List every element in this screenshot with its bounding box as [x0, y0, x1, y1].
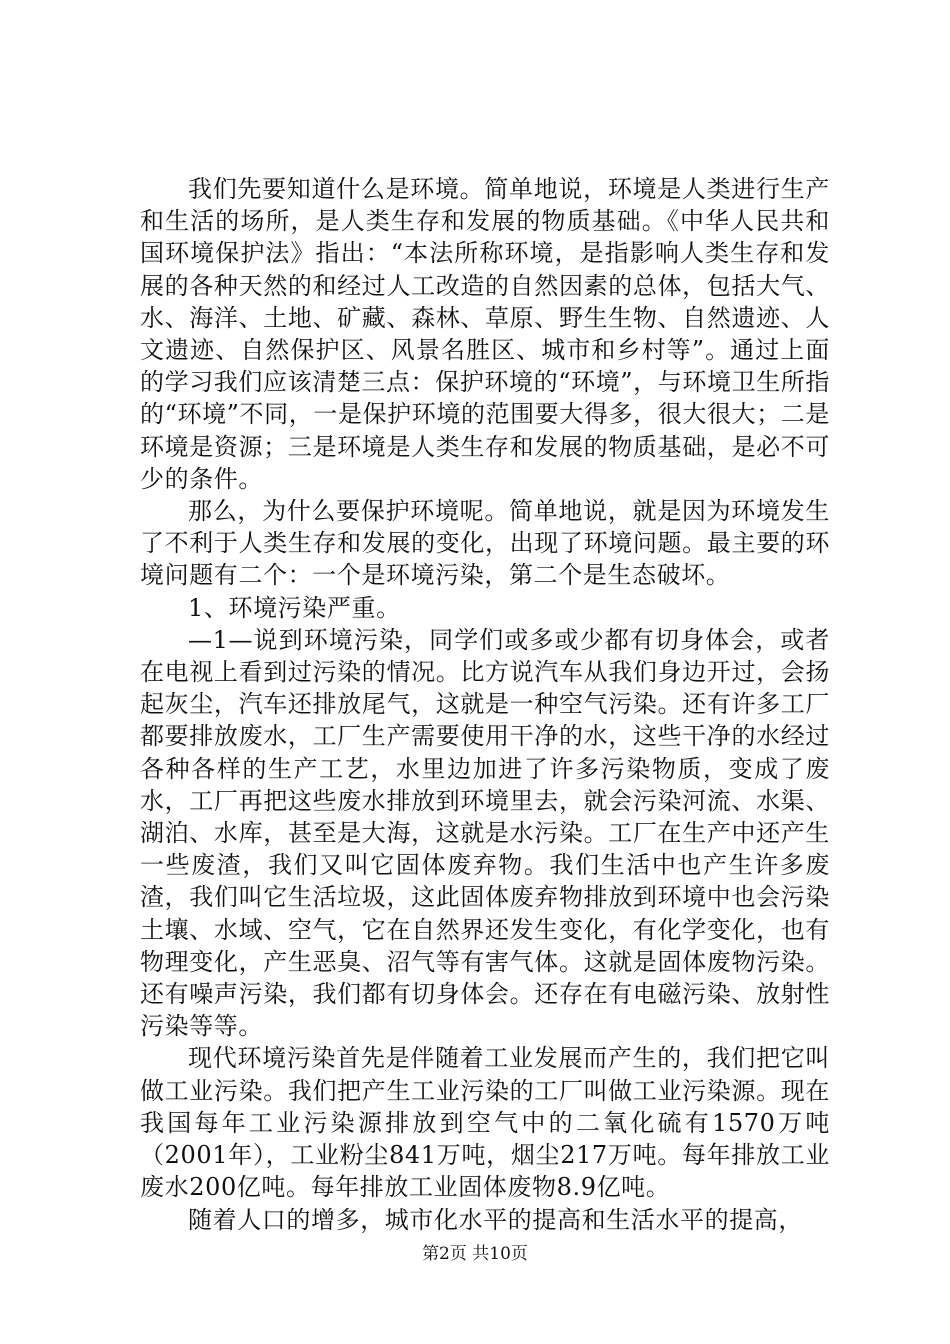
paragraph-population-growth: 随着人口的增多，城市化水平的提高和生活水平的提高， [188, 1205, 803, 1234]
paragraph-environment-definition: 我们先要知道什么是环境。简单地说，环境是人类进行生产和生活的场所，是人类生存和发展的物质基础。《中华人民共和国环境保护法》指出：“本法所称环境，是指影响人类生存和发展的各种天然的和经过人工改造的自然因素的总体，包括大气、水、海洋、土地、矿藏、森林、草原、野生生物、自然遗迹、人文遗迹、自然保护区、风景名胜区、城市和乡村等”。通过上面的学习我们应该清楚三点：保护环境的“环境”，与环境卫生所指的“环境”不同，一是保护环境的范围要大得多，很大很大；二是环境是资源；三是环境是人类生存和发展的物质基础，是必不可少的条件。 [140, 175, 830, 493]
section-heading-pollution: 1、环境污染严重。 [188, 593, 401, 622]
paragraph-why-protect: 那么，为什么要保护环境呢。简单地说，就是因为环境发生了不利于人类生存和发展的变化，出现了环境问题。最主要的环境问题有二个：一个是环境污染，第二个是生态破坏。 [140, 497, 830, 590]
page-number-footer: 第2页 共10页 [422, 1244, 528, 1264]
paragraph-industrial-pollution: 现代环境污染首先是伴随着工业发展而产生的，我们把它叫做工业污染。我们把产生工业污染的工厂叫做工业污染源。现在我国每年工业污染源排放到空气中的二氧化硫有1570万吨（2001年），工业粉尘841万吨，烟尘217万吨。每年排放工业废水200亿吨。每年排放工业固体废物8.9亿吨。 [140, 1044, 830, 1202]
document-body [140, 173, 830, 1236]
paragraph-pollution-examples: —1—说到环境污染，同学们或多或少都有切身体会，或者在电视上看到过污染的情况。比方说汽车从我们身边开过，会扬起灰尘，汽车还排放尾气，这就是一种空气污染。还有许多工厂都要排放废水，工厂生产需要使用干净的水，这些干净的水经过各种各样的生产工艺，水里边加进了许多污染物质，变成了废水，工厂再把这些废水排放到环境里去，就会污染河流、水渠、湖泊、水库，甚至是大海，这就是水污染。工厂在生产中还产生一些废渣，我们又叫它固体废弃物。我们生活中也产生许多废渣，我们叫它生活垃圾，这此固体废弃物排放到环境中也会污染土壤、水域、空气，它在自然界还发生变化，有化学变化，也有物理变化，产生恶臭、沼气等有害气体。这就是固体废物污染。还有噪声污染，我们都有切身体会。还存在有电磁污染、放射性污染等等。 [140, 625, 830, 1041]
